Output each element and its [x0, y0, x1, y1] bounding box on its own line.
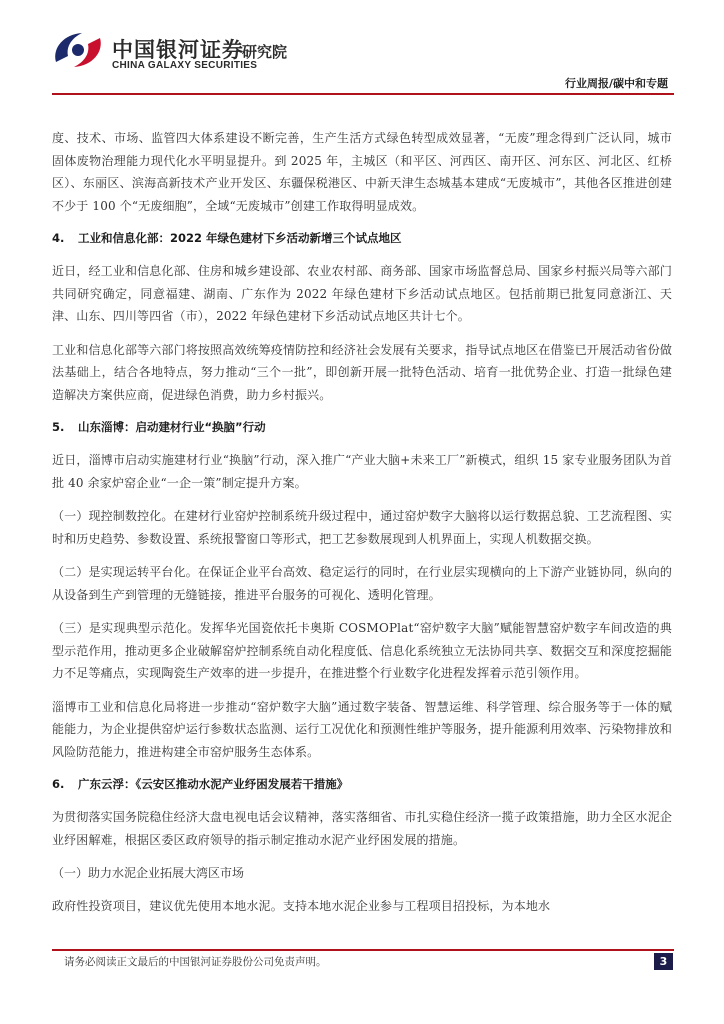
section-title: 广东云浮：《云安区推动水泥产业纾困发展若干措施》	[78, 777, 349, 791]
paragraph: （三）是实现典型示范化。发挥华光国瓷依托卡奥斯 COSMOPlat“窑炉数字大脑”赋能智慧窑炉数字车间改造的典型示范作用，推动更多企业破解窑炉控制系统自动化程度低、信息化系统独立无法协同共享、数据交互和深度挖掘能力不足等痛点，实现陶瓷生产效率的进一步提升，在推进整个行业数字化进程发挥着示范引领作用。	[52, 621, 672, 680]
paragraph: 近日，淄博市启动实施建材行业“换脑”行动，深入推广“产业大脑+未来工厂”新模式，组织 15 家专业服务团队为首批 40 余家炉窑企业“一企一策”制定提升方案。	[52, 453, 672, 490]
section-title: 山东淄博：启动建材行业“换脑”行动	[78, 420, 266, 434]
document-body	[52, 127, 672, 918]
section-heading-5	[52, 417, 672, 437]
brand-name-cn: 中国银河证券	[112, 38, 244, 62]
page-number: 3	[654, 953, 673, 970]
galaxy-logo-icon	[50, 28, 106, 72]
section-heading-4	[52, 228, 672, 248]
paragraph: 工业和信息化部等六部门将按照高效统筹疫情防控和经济社会发展有关要求，指导试点地区在借鉴已开展活动省份做法基础上，结合各地特点，努力推动“三个一批”，即创新开展一批特色活动、培育一批优势企业、打造一批绿色建造解决方案供应商，促进绿色消费，助力乡村振兴。	[52, 342, 672, 402]
section-number: 4.	[52, 231, 65, 245]
paragraph: 为贯彻落实国务院稳住经济大盘电视电话会议精神，落实落细省、市扎实稳住经济一揽子政策措施，助力全区水泥企业纾困解难，根据区委区政府领导的指示制定推动水泥产业纾困发展的措施。	[52, 810, 672, 847]
paragraph: 近日，经工业和信息化部、住房和城乡建设部、农业农村部、商务部、国家市场监督总局、国家乡村振兴局等六部门共同研究确定，同意福建、湖南、广东作为 2022 年绿色建材下乡活动试点地区。包括前期已批复同意浙江、天津、山东、四川等四省（市），2022 年绿色建材下乡活动试点地区共计七个。	[52, 264, 672, 323]
paragraph: 政府性投资项目，建议优先使用本地水泥。支持本地水泥企业参与工程项目招投标，为本地水	[52, 899, 551, 913]
section-heading-6	[52, 774, 672, 794]
subheading: （一）助力水泥企业拓展大湾区市场	[52, 866, 245, 880]
brand-name-en: CHINA GALAXY SECURITIES	[112, 60, 258, 71]
paragraph: （一）现控制数控化。在建材行业窑炉控制系统升级过程中，通过窑炉数字大脑将以运行数据总貌、工艺流程图、实时和历史趋势、参数设置、系统报警窗口等形式，把工艺参数展现到人机界面上，实现人机数据交换。	[52, 509, 672, 546]
section-number: 5.	[52, 420, 65, 434]
disclaimer-note: 请务必阅读正文最后的中国银河证券股份公司免责声明。	[64, 956, 327, 968]
section-number: 6.	[52, 777, 65, 791]
footer-divider	[52, 949, 674, 951]
report-type-label: 行业周报/碳中和专题	[564, 77, 668, 90]
page-header	[0, 0, 724, 100]
institute-label: 研究院	[242, 43, 288, 61]
paragraph: （二）是实现运转平台化。在保证企业平台高效、稳定运行的同时，在行业层实现横向的上下游产业链协同，纵向的从设备到生产到管理的无缝链接，推进平台服务的可视化、透明化管理。	[52, 565, 672, 602]
paragraph: 淄博市工业和信息化局将进一步推动“窑炉数字大脑”通过数字装备、智慧运维、科学管理、综合服务等于一体的赋能能力，为企业提供窑炉运行参数状态监测、运行工况优化和预测性维护等服务，提升能源利用效率、污染物排放和风险防范能力，推进构建全市窑炉服务生态体系。	[52, 699, 672, 759]
section-title: 工业和信息化部：2022 年绿色建材下乡活动新增三个试点地区	[78, 231, 402, 245]
header-divider	[52, 93, 674, 95]
paragraph: 度、技术、市场、监管四大体系建设不断完善，生产生活方式绿色转型成效显著，“无废”理念得到广泛认同，城市固体废物治理能力现代化水平明显提升。到 2025 年，主城区（和平区、河西区、南开区、河东区、河北区、红桥区）、东丽区、滨海高新技术产业开发区、东疆保税港区、中新天津生态城基本建成“无废城市”，其他各区推进创建不少于 100 个“无废细胞”，全域“无废城市”创建工作取得明显成效。	[52, 131, 672, 213]
